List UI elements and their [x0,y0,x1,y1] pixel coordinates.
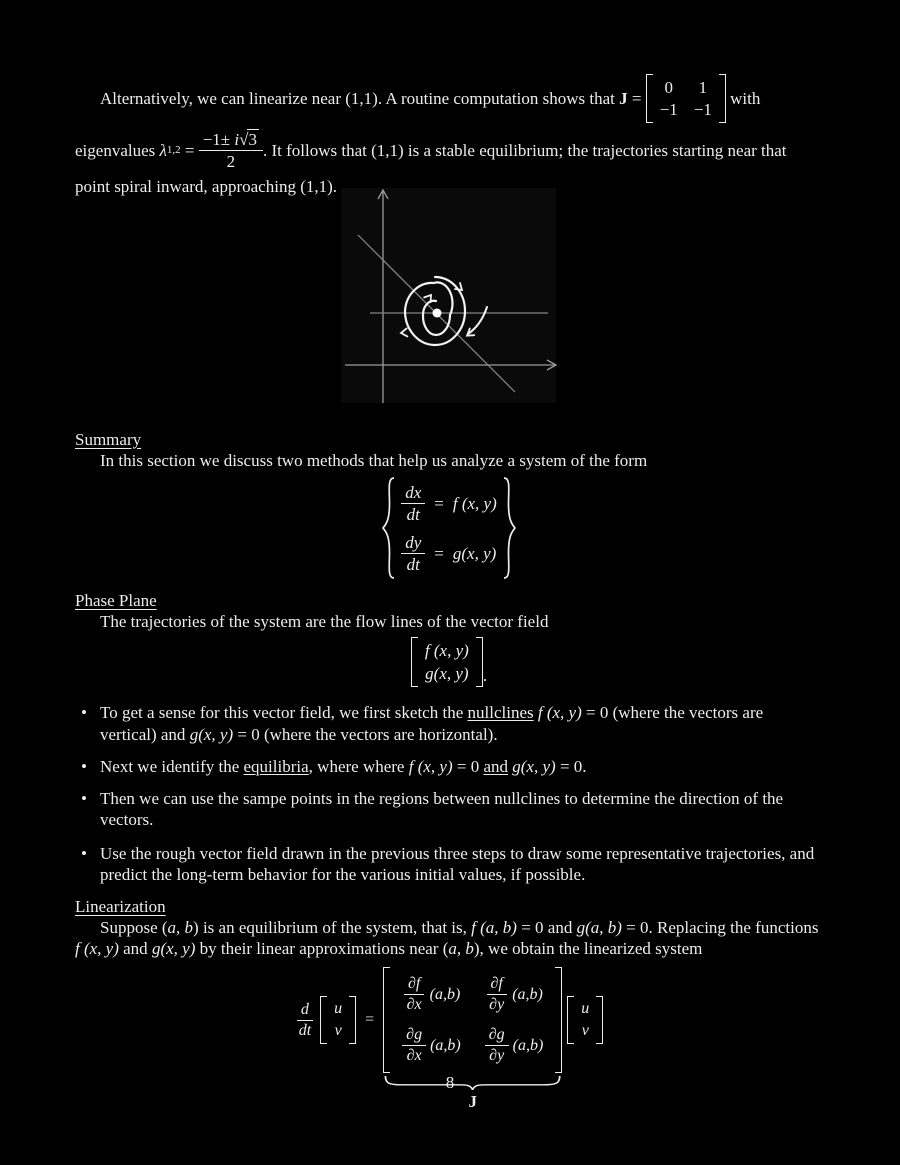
matrix-entry: −1 [693,100,712,120]
u-entry: u [334,1000,343,1018]
bracket-right [476,637,483,687]
bullet-text: = 0. [555,756,587,776]
right-curly-brace [503,476,516,580]
intro-line-1 [100,74,835,123]
equation-dx-dt [401,483,497,524]
equilibria-term: equilibria [243,756,309,776]
g-expression: g(x, y) [512,756,556,776]
partial-den: ∂y [489,996,505,1014]
u-entry: u [581,1000,590,1018]
eigenvalues-text: eigenvalues [75,141,160,161]
bullet-text: = 0 (where the vectors are vertical) and [100,703,764,744]
lambda-subscript: 1,2 [166,143,181,156]
partial-num: ∂g [402,1026,426,1046]
matrix-entry: 1 [698,78,708,97]
equals-sign: = [627,89,646,109]
f-expression: f (x, y) [75,939,119,959]
bullet-sample-points [75,788,823,830]
denominator: 2 [226,152,236,172]
dx-denominator: dt [406,504,420,524]
arg-ab: (a,b) [430,1036,461,1054]
jacobian-matrix-wrap [383,967,562,1111]
jacobian-cell [485,1026,544,1065]
f-expression: f (x, y) [452,493,497,513]
bracket-left [567,996,574,1044]
d-numerator: d [297,1001,313,1021]
bracket-right [349,996,356,1044]
summary-intro: In this section we discuss two methods that help us analyze a system of the form [100,451,648,471]
summary-heading: Summary [75,430,142,449]
partial-num: ∂f [404,975,424,995]
phase-portrait-svg [328,183,568,415]
arg-ab: (a,b) [429,985,461,1003]
v-entry: v [334,1022,342,1040]
g-expression: g(x, y) [151,939,196,959]
main-content [75,429,823,1125]
vector-field-display [75,637,823,687]
jacobian-cell [402,1026,461,1065]
paragraph-text: ), we obtain the linearized system [473,939,703,959]
paragraph-text: Suppose ( [100,918,168,938]
ab-expression: a, b [448,939,474,959]
intro-text-1: Alternatively, we can linearize near (1,1). A routine computation shows that [100,89,620,109]
uv-vector [320,996,356,1044]
left-curly-brace [382,476,395,580]
d-dt-fraction [295,1001,315,1040]
jacobian-symbol: J [619,89,628,109]
paragraph-text: = 0 and [516,918,577,938]
vector-field-matrix [411,637,483,687]
bullet-text: = 0 (where the vectors are horizontal). [233,724,498,744]
bracket-left [320,996,327,1044]
intro-paragraph [75,74,835,197]
bullet-icon: • [81,843,87,863]
paragraph-text: and [118,939,152,959]
bracket-right [719,74,726,123]
arg-ab: (a,b) [512,985,543,1003]
v-entry: v [581,1022,589,1040]
imaginary-i: i [234,130,240,150]
phase-plane-heading: Phase Plane [75,591,157,611]
paragraph-text: ) is an equilibrium of the system, that is, [193,918,472,938]
equation-dy-dt [401,533,497,574]
bullet-equilibria [75,756,823,777]
f-expression: f (a, b) [471,918,517,938]
equals-sign: = [180,141,199,161]
ode-system-display [75,476,823,580]
intro-text-2: with [725,89,761,109]
f-expression: f (x, y) [537,703,582,723]
intro-line-2 [75,130,835,171]
numerator-prefix: −1± [202,130,235,150]
partial-num: ∂f [487,975,507,995]
bracket-left [383,967,390,1073]
phase-portrait-figure [328,183,568,415]
lambda-symbol: λ [159,141,167,161]
bullet-text: Next we identify the [100,756,244,776]
linearization-heading: Linearization [75,897,166,917]
dy-denominator: dt [406,554,420,574]
partial-num: ∂g [485,1026,509,1046]
jacobian-cell [403,975,461,1014]
radicand: 3 [248,130,257,150]
f-component: f (x, y) [424,641,469,661]
bullet-icon: • [81,788,87,808]
g-expression: g(x, y) [452,543,497,563]
bullet-text: = 0 [452,756,484,776]
paragraph-text: by their linear approximations near ( [195,939,449,959]
figure-background [341,188,556,403]
equilibrium-point [433,309,442,318]
g-expression: g(x, y) [189,724,234,744]
jacobian-matrix [383,967,562,1073]
bullet-text: , where where [308,756,409,776]
bracket-left [646,74,653,123]
bullet-icon: • [81,703,87,723]
linearization-paragraph [75,917,823,959]
period: . [482,666,488,686]
partial-den: ∂y [489,1046,505,1064]
bullet-text: To get a sense for this vector field, we first sketch the [100,703,468,723]
dt-denominator: dt [298,1021,312,1039]
ab-expression: a, b [167,918,194,938]
arg-ab: (a,b) [512,1036,544,1054]
matrix-entry: −1 [659,100,678,120]
bracket-left [411,637,418,687]
partial-den: ∂x [406,996,422,1014]
intro-line-3: point spiral inward, approaching (1,1). [75,177,338,197]
paragraph-text: = 0. Replacing the functions [621,918,819,938]
jacobian-label: J [468,1091,477,1111]
equals-sign: = [434,543,444,563]
phase-plane-intro: The trajectories of the system are the flow lines of the vector field [100,612,549,632]
partial-den: ∂x [406,1046,422,1064]
eigenvalue-fraction [199,130,263,171]
uv-vector [567,996,603,1044]
equals-sign: = [434,493,444,513]
f-expression: f (x, y) [408,756,453,776]
radical-sign: √ [239,130,249,150]
and-term: and [483,756,509,776]
bullet-trajectories [75,843,823,885]
bullet-text: Use the rough vector field drawn in the previous three steps to draw some representative trajectories, and predict the long-term behavior for the various initial values, if possible. [100,843,815,884]
bullet-text: Then we can use the sampe points in the regions between nullclines to determine the direction of the vectors. [100,788,784,829]
bullet-icon: • [81,756,87,776]
linearized-system-equation [75,967,823,1111]
page-number: 8 [445,1073,455,1092]
bracket-right [596,996,603,1044]
matrix-entry: 0 [664,78,674,97]
intro-text-3: . It follows that (1,1) is a stable equilibrium; the trajectories starting near that [262,141,787,161]
bracket-right [555,967,562,1073]
bullet-nullclines [75,702,823,744]
jacobian-cell [485,975,543,1014]
nullclines-term: nullclines [467,703,534,723]
jacobian-value-matrix [646,74,726,123]
g-component: g(x, y) [425,664,469,684]
dx-numerator: dx [401,483,425,504]
equals-sign: = [361,1011,379,1029]
dy-numerator: dy [401,533,425,554]
g-expression: g(a, b) [576,918,622,938]
